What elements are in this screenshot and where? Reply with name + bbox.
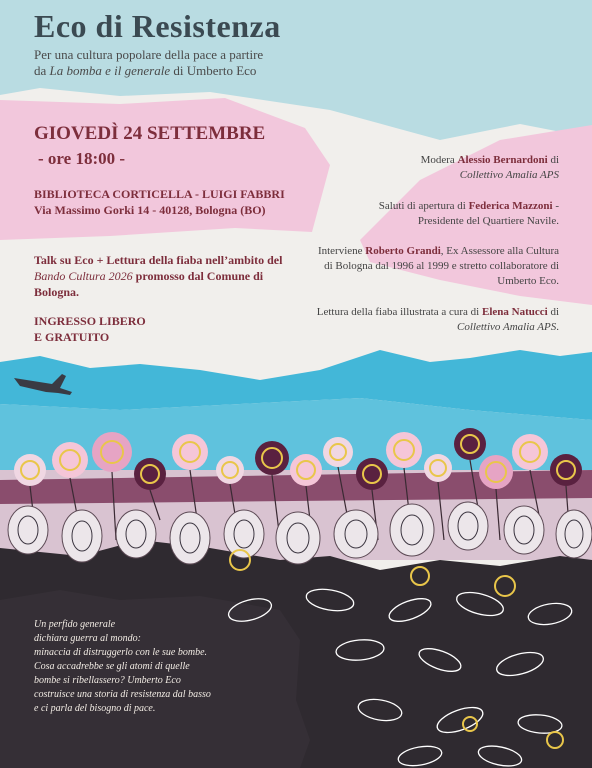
greetings-suffix: -	[552, 200, 559, 212]
bando-name: Bando Cultura 2026	[34, 269, 133, 283]
event-date: GIOVEDÌ 24 SETTEMBRE	[34, 123, 266, 144]
fable-synopsis	[34, 618, 294, 716]
program-reading	[309, 305, 559, 335]
fable-line: minaccia di distruggerlo con le sue bombe.	[34, 647, 208, 658]
greetings-name: Federica Mazzoni	[468, 200, 553, 212]
event-venue	[34, 186, 285, 218]
moderator-org: Collettivo Amalia APS	[459, 169, 559, 181]
reading-end: .	[556, 321, 559, 333]
program-moderator	[309, 153, 559, 183]
moderator-name: Alessio Bernardoni	[457, 154, 548, 166]
speaker-bio: , Ex Assessore alla Cultura di Bologna dal 1996 al 1999 e stretto collaboratore di Umberto Eco.	[324, 245, 559, 287]
fable-line: bombe si ribellassero? Umberto Eco	[34, 675, 181, 686]
reading-org: Collettivo Amalia APS	[457, 321, 557, 333]
talk-description	[34, 252, 289, 300]
greetings-prefix: Saluti di apertura di	[378, 200, 469, 212]
talk-text-2: promosso dal Comune di Bologna.	[34, 269, 264, 299]
free-entry-line-1: INGRESSO LIBERO	[34, 314, 146, 328]
reader-name: Elena Natucci	[481, 306, 548, 318]
subtitle-prefix: da	[34, 63, 50, 78]
subtitle-line-1: Per una cultura popolare della pace a partire	[34, 47, 264, 62]
free-entry-line-2: E GRATUITO	[34, 330, 110, 344]
free-entry	[34, 313, 146, 345]
event-time: - ore 18:00 -	[38, 149, 126, 168]
reading-prefix: Lettura della fiaba illustrata a cura di	[316, 306, 482, 318]
speaker-prefix: Interviene	[317, 245, 366, 257]
reading-mid: di	[547, 306, 559, 318]
greetings-role: Presidente del Quartiere Navile.	[417, 215, 559, 227]
fable-line: costruisce una storia di resistenza dal basso	[34, 689, 211, 700]
moderator-suffix: di	[547, 154, 559, 166]
fable-line: Un perfido generale	[34, 619, 116, 630]
fable-line: Cosa accadrebbe se gli atomi di quelle	[34, 661, 190, 672]
event-title: Eco di Resistenza	[34, 8, 281, 44]
speaker-name: Roberto Grandi	[365, 245, 441, 257]
subtitle-suffix: di Umberto Eco	[170, 63, 257, 78]
program-greetings	[309, 199, 559, 229]
book-title: La bomba e il generale	[49, 63, 171, 78]
fable-line: dichiara guerra al mondo:	[34, 633, 141, 644]
fable-line: e ci parla del bisogno di pace.	[34, 703, 156, 714]
event-subtitle	[34, 47, 364, 79]
venue-address: Via Massimo Gorki 14 - 40128, Bologna (BO)	[34, 203, 266, 217]
moderator-prefix: Modera	[420, 154, 458, 166]
venue-name: BIBLIOTECA CORTICELLA - LUIGI FABBRI	[34, 187, 285, 201]
program-speaker	[309, 244, 559, 289]
talk-text-1: Talk su Eco + Lettura della fiaba nell’ambito del	[34, 253, 283, 267]
